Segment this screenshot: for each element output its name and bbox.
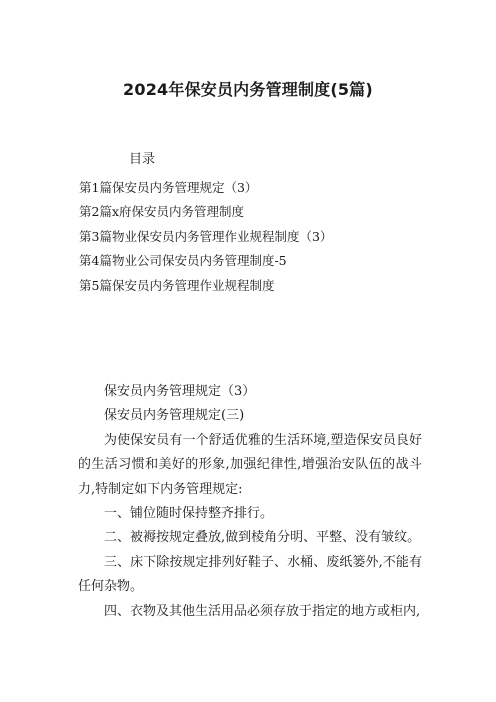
section-title: 保安员内务管理规定（3） [104,384,256,399]
document-title: 2024年保安员内务管理制度(5篇) [123,80,373,99]
toc-item: 第5篇保安员内务管理作业规程制度 [79,277,275,293]
body-paragraph: 为使保安员有一个舒适优雅的生活环境,塑造保安员良好的生活习惯和美好的形象,加强纪律性,增强治安队伍的战斗力,特制定如下内务管理规定: [78,432,422,497]
toc-item: 第4篇物业公司保安员内务管理制度-5 [79,253,287,269]
section-subtitle: 保安员内务管理规定(三) [104,408,245,424]
toc-heading: 目录 [129,152,156,167]
toc-item: 第1篇保安员内务管理规定（3） [79,180,258,195]
toc-item: 第2篇x府保安员内务管理制度 [79,204,245,220]
rule-item: 一、铺位随时保持整齐排行。 [104,506,274,522]
document-body [78,380,422,624]
rule-item: 四、衣物及其他生活用品必须存放于指定的地方或柜内, [104,603,421,619]
rule-item: 二、被褥按规定叠放,做到棱角分明、平整、没有皱纹。 [104,530,421,546]
table-of-contents [79,176,332,298]
rule-item: 三、床下除按规定排列好鞋子、水桶、废纸篓外,不能有任何杂物。 [78,554,422,595]
toc-item: 第3篇物业保安员内务管理作业规程制度（3） [79,228,333,244]
